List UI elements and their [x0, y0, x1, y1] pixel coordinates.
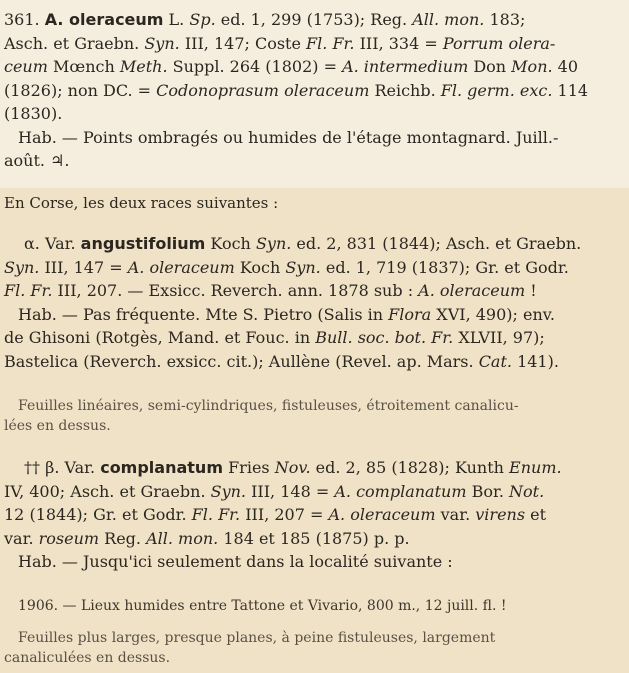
text-run: α. Var. — [24, 234, 81, 253]
italic-run: A. complanatum — [334, 481, 467, 501]
variety-name: angustifolium — [80, 234, 206, 253]
collection-record: 1906. — Lieux humides entre Tattone et Vivario, 800 m., 12 juill. fl. ! — [18, 598, 507, 614]
text-run: ed. 2, 831 (1844); Asch. et Graebn. — [291, 234, 582, 253]
beta-habitat: Hab. — Jusqu'ici seulement dans la localité suivante : — [18, 552, 453, 571]
text-run: 141). — [511, 351, 559, 371]
italic-run: Fl. germ. exc. — [440, 80, 553, 100]
italic-run: Porrum olera- — [442, 33, 556, 53]
italic-run: Syn. — [285, 257, 321, 277]
italic-run: A. oleraceum — [418, 281, 526, 300]
italic-run: Sp. — [189, 10, 216, 29]
text-run: ed. 1, 299 (1753); Reg. — [215, 10, 413, 29]
italic-run: Syn. — [4, 257, 40, 277]
text-run: var. — [435, 505, 476, 524]
text-run: Mœnch — [47, 57, 120, 76]
text-run: ! — [525, 281, 537, 300]
text-run: †† β. Var. — [24, 458, 101, 477]
italic-run: Syn. — [210, 481, 246, 501]
italic-run: roseum — [38, 528, 100, 548]
text-run: Reichb. — [369, 80, 441, 100]
beta-line-4 — [4, 527, 624, 551]
italic-run: All. mon. — [146, 528, 219, 548]
variety-name: complanatum — [100, 458, 223, 477]
italic-run: Codonoprasum oleraceum — [156, 80, 370, 100]
text-run: Koch — [234, 257, 286, 277]
text-run: Fries — [222, 458, 275, 477]
text-run: Koch — [205, 234, 256, 253]
entry-line-1 — [4, 8, 624, 32]
alpha-desc-line-2: lées en dessus. — [4, 418, 111, 434]
italic-run: Syn. — [144, 33, 180, 53]
alpha-line-2 — [4, 256, 624, 280]
italic-run: Syn. — [255, 234, 292, 253]
beta-line-3 — [4, 503, 624, 527]
italic-run: Flora — [388, 304, 432, 324]
text-run: Asch. et Graebn. — [4, 33, 145, 53]
variety-alpha — [4, 232, 624, 373]
entry-line-5: (1830). — [4, 104, 63, 123]
italic-run: Meth. — [119, 57, 168, 76]
beta-description — [4, 628, 624, 668]
beta-record — [4, 596, 624, 616]
beta-line-2 — [4, 480, 624, 504]
alpha-line-3 — [4, 279, 624, 303]
italic-run: ceum — [4, 57, 48, 76]
races-intro — [4, 192, 624, 214]
intro-text: En Corse, les deux races suivantes : — [4, 194, 279, 212]
text-run: III, 207. — Exsicc. Reverch. ann. 1878 sub : — [52, 281, 419, 300]
entry-line-4 — [4, 79, 624, 103]
italic-run: Fl. Fr. — [4, 281, 53, 300]
beta-line-1 — [4, 456, 624, 480]
text-run: III, 147 = — [39, 257, 128, 277]
italic-run: Not. — [509, 481, 545, 501]
italic-run: A. oleraceum — [127, 257, 235, 277]
italic-run: Enum. — [509, 458, 562, 477]
alpha-habitat-1 — [4, 303, 624, 327]
text-run: Bastelica (Reverch. exsicc. cit.); Aullène (Revel. ap. Mars. — [4, 351, 479, 371]
entry-number: 361. — [4, 10, 40, 29]
text-run: var. — [4, 528, 39, 548]
text-run: III, 147; Coste — [179, 33, 307, 53]
italic-run: A. intermedium — [342, 57, 469, 76]
text-run: III, 207 = — [240, 505, 329, 524]
text-run: IV, 400; Asch. et Graebn. — [4, 481, 211, 501]
text-run: Suppl. 264 (1802) = — [167, 57, 343, 76]
text-run: Hab. — Pas fréquente. Mte S. Pietro (Salis in — [18, 304, 389, 324]
text-run: (1826); non DC. = — [4, 80, 157, 100]
text-run: de Ghisoni (Rotgès, Mand. et Fouc. in — [4, 328, 316, 347]
text-run: et — [525, 505, 547, 524]
text-run: 183; — [484, 10, 526, 29]
italic-run: Nov. — [274, 458, 311, 477]
italic-run: A. oleraceum — [328, 505, 436, 524]
italic-run: Fl. Fr. — [191, 505, 241, 524]
beta-desc-line-1: Feuilles plus larges, presque planes, à peine fistuleuses, largement — [18, 630, 496, 646]
alpha-description — [4, 396, 624, 436]
habitat-line: Hab. — Points ombragés ou humides de l'étage montagnard. Juill.- — [18, 127, 559, 147]
species-entry — [4, 8, 624, 173]
text-run: 184 et 185 (1875) p. p. — [218, 528, 410, 548]
text-run: XLVII, 97); — [453, 328, 545, 347]
text-run: ed. 1, 719 (1837); Gr. et Godr. — [320, 257, 569, 277]
text-run: L. — [163, 10, 190, 29]
alpha-desc-line-1: Feuilles linéaires, semi-cylindriques, fistuleuses, étroitement canalicu- — [18, 398, 519, 414]
habitat-line: août. ♃. — [4, 151, 70, 170]
italic-run: Mon. — [511, 57, 553, 76]
text-run: Bor. — [466, 481, 510, 501]
italic-run: Bull. soc. bot. Fr. — [315, 328, 454, 347]
text-run: XVI, 490); env. — [431, 304, 555, 324]
species-name: A. oleraceum — [44, 10, 164, 29]
text-run: Reg. — [99, 528, 147, 548]
beta-desc-line-2: canaliculées en dessus. — [4, 650, 171, 666]
alpha-line-1 — [4, 232, 624, 256]
italic-run: Fl. Fr. — [306, 33, 355, 53]
text-run: III, 334 = — [354, 33, 443, 53]
italic-run: Cat. — [478, 351, 512, 371]
entry-line-2 — [4, 32, 624, 56]
text-run: 40 — [552, 57, 579, 76]
text-run: III, 148 = — [246, 481, 335, 501]
text-run: Don — [468, 57, 512, 76]
alpha-habitat-2 — [4, 326, 624, 350]
text-run: 114 — [552, 80, 589, 100]
alpha-habitat-3 — [4, 350, 624, 374]
italic-run: All. mon. — [412, 10, 485, 29]
variety-beta — [4, 456, 624, 574]
text-run: 12 (1844); Gr. et Godr. — [4, 505, 192, 524]
italic-run: virens — [475, 505, 526, 524]
text-run: ed. 2, 85 (1828); Kunth — [310, 458, 510, 477]
entry-line-3 — [4, 55, 624, 79]
